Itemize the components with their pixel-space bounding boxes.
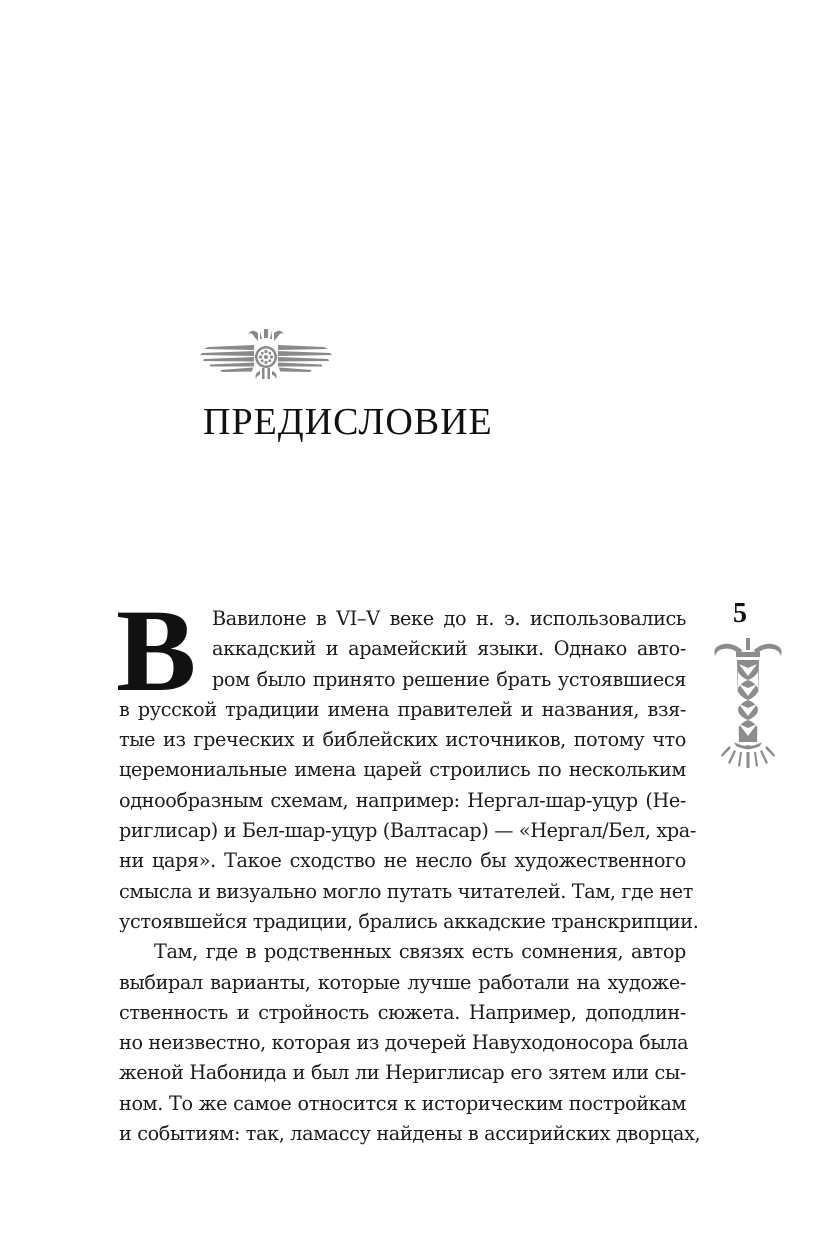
text-line: ни царя». Такое сходство не несло бы художественного: [119, 849, 686, 873]
text-line: смысла и визуально могло путать читателей. Там, где нет: [119, 879, 694, 903]
text-line: ром было принято решение брать устоявшиеся: [212, 667, 686, 691]
winged-sun-icon: [198, 327, 334, 381]
paragraph-1: [119, 604, 699, 937]
text-line: ном. То же самое относится к историческим постройкам: [119, 1091, 686, 1115]
text-line: устоявшейся традиции, брались аккадские транскрипции.: [119, 909, 699, 933]
text-line: церемониальные имена царей строились по нескольким: [119, 758, 686, 782]
text-line: риглисар) и Бел-шар-уцур (Валтасар) — «Нергал/Бел, хра-: [119, 819, 696, 843]
page-number: 5: [733, 598, 747, 629]
column-ornament-icon: [712, 636, 784, 776]
chapter-title: ПРЕДИСЛОВИЕ: [203, 401, 493, 443]
text-line: аккадский и арамейский языки. Однако авто-: [212, 637, 686, 661]
text-line: Вавилоне в VI–V веке до н. э. использовались: [212, 607, 686, 630]
text-line: Там, где в родственных связях есть сомнения, автор: [154, 940, 686, 964]
text-line: в русской традиции имена правителей и названия, взя-: [119, 697, 686, 721]
text-body: [116, 585, 701, 1149]
text-line: тые из греческих и библейских источников, потому что: [119, 728, 686, 752]
drop-cap-letter: В: [116, 585, 197, 716]
text-line: женой Набонида и был ли Нериглисар его зятем или сы-: [119, 1061, 686, 1085]
text-line: выбирал варианты, которые лучше работали на художе-: [119, 970, 686, 994]
text-line: но неизвестно, которая из дочерей Навуходоносора была: [119, 1031, 689, 1055]
text-line: однообразным схемам, например: Нергал-шар-уцур (Не-: [119, 788, 686, 812]
text-line: и событиям: так, ламассу найдены в ассирийских дворцах,: [119, 1122, 701, 1146]
drop-cap: [116, 585, 204, 716]
text-line: ственность и стройность сюжета. Например, доподлин-: [119, 1000, 686, 1024]
paragraph-2: [119, 937, 701, 1149]
